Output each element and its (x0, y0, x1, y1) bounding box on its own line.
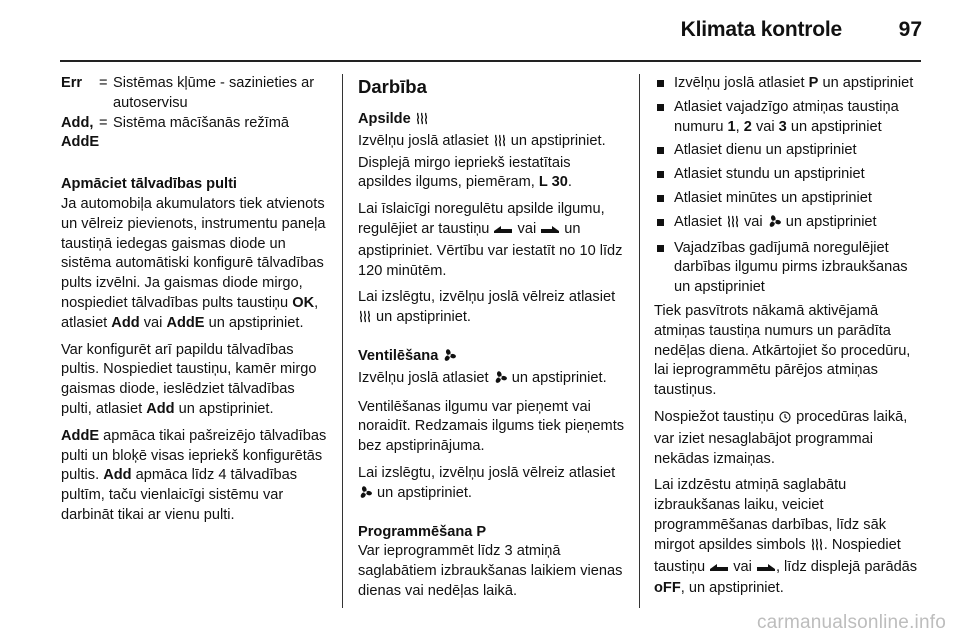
column-1 (61, 74, 329, 533)
list-item: Atlasiet vai un apstipriniet (654, 213, 926, 235)
paragraph: Lai izdzēstu atmiņā saglabātu izbraukšanas laiku, veiciet programmēšanas darbības, līdz sāk mirgot apsildes simbols . Nospiediet taustiņu vai , līdz displejā parādās oFF, un apstipriniet. (654, 477, 918, 597)
fan-icon (443, 349, 456, 369)
header-rule (60, 60, 921, 62)
arrow-left-icon (710, 560, 728, 580)
paragraph: Var konfigurēt arī papildu tālvadības pultis. Nospiediet taustiņu, kamēr mirgo gaismas diode, ieslēdziet tālvadības pulti, atlasiet Add un apstipriniet. (61, 341, 317, 417)
arrow-right-icon (541, 222, 559, 242)
paragraph: Lai īslaicīgi noregulētu apsilde ilgumu, regulējiet ar taustiņu vai un apstipriniet. Vērtību var iestatīt no 10 līdz 120 minūtēm. (358, 201, 623, 279)
code-desc-err: Sistēmas kļūme - sazinieties ar autoservisu (113, 75, 315, 111)
list-item: Izvēlņu joslā atlasiet P un apstipriniet (654, 74, 926, 94)
heating-icon (359, 310, 371, 330)
section-heading: Darbība (358, 76, 427, 97)
fan-icon (494, 371, 507, 391)
paragraph: Ja automobiļa akumulators tiek atvienots un vēlreiz pievienots, instrumentu paneļa taustiņā iedegas gaismas diode un sistēma automātiski konfigurē tālvadības pults izvēlni. Ja gaismas diode mirgo, nospiediet tālvadības pults taustiņu OK, atlasiet Add vai AddE un apstipriniet. (61, 195, 326, 331)
paragraph: Nospiežot taustiņu procedūras laikā, var iziet nesaglabājot programmai nekādas izmaiņas. (654, 408, 908, 467)
status-code-table (61, 74, 329, 153)
list-item: Vajadzības gadījumā noregulējiet darbības ilgumu pirms izbraukšanas un apstipriniet (654, 239, 926, 298)
step-list (654, 74, 926, 298)
arrow-left-icon (494, 222, 512, 242)
paragraph: Tiek pasvītrots nākamā aktivējamā atmiņas taustiņa numurs un parādīta nedēļas diena. Atkārtojiet šo procedūru, lai ieprogrammētu pārējos atmiņas taustiņus. (654, 302, 911, 399)
paragraph: Var ieprogrammēt līdz 3 atmiņā saglabātiem izbraukšanas laikiem vienas dienas vai nedēļas laikā. (358, 543, 623, 599)
paragraph: AddE apmāca tikai pašreizējo tālvadības pulti un bloķē visas iepriekš konfigurētās pultis. Add apmāca līdz 4 tālvadības pultīm, taču vienlaicīgi sistēmu var darbināt tikai ar vienu pulti. (61, 427, 327, 523)
fan-icon (768, 215, 781, 235)
paragraph: Izvēlņu joslā atlasiet un apstipriniet. Displejā mirgo iepriekš iestatītais apsildes ilgums, piemēram, L 30. (358, 132, 606, 191)
column-divider-2 (639, 74, 640, 608)
page-title: Klimata kontrole (680, 18, 842, 41)
code-desc-add: Sistēma mācīšanās režīmā (113, 114, 289, 131)
list-item: Atlasiet minūtes un apstipriniet (654, 189, 926, 209)
page-number: 97 (898, 18, 922, 41)
heating-icon (416, 112, 428, 132)
paragraph: Lai izslēgtu, izvēlņu joslā vēlreiz atlasiet un apstipriniet. (358, 288, 626, 330)
paragraph: Lai izslēgtu, izvēlņu joslā vēlreiz atlasiet un apstipriniet. (358, 464, 626, 506)
code-eq: = (99, 75, 108, 91)
column-2 (358, 74, 626, 609)
list-item: Atlasiet dienu un apstipriniet (654, 141, 926, 161)
page-header (0, 0, 960, 62)
subsection-title-ventilation: Ventilēšana (358, 347, 626, 369)
paragraph: Izvēlņu joslā atlasiet un apstipriniet. (358, 369, 626, 391)
column-3 (654, 74, 926, 606)
list-item: Atlasiet vajadzīgo atmiņas taustiņa numuru 1, 2 vai 3 un apstipriniet (654, 98, 926, 138)
heating-icon (727, 215, 739, 235)
subsection-title-programming: Programmēšana P (358, 523, 487, 540)
watermark: carmanualsonline.info (756, 612, 946, 633)
clock-icon (779, 410, 791, 430)
heating-icon (811, 538, 823, 558)
code-eq: = (99, 114, 108, 131)
paragraph: Ventilēšanas ilgumu var pieņemt vai noraidīt. Redzamais ilgums tiek pieņemts bez apstiprinājuma. (358, 398, 625, 455)
code-key-err: Err (61, 75, 83, 91)
fan-icon (359, 486, 372, 506)
code-key-add: Add, AddE (61, 114, 100, 151)
list-item: Atlasiet stundu un apstipriniet (654, 165, 926, 185)
arrow-right-icon (757, 560, 775, 580)
heating-icon (494, 134, 506, 154)
section-title-remote: Apmāciet tālvadības pulti (61, 176, 237, 193)
column-divider-1 (342, 74, 343, 608)
subsection-title-heating: Apsilde (358, 110, 626, 132)
